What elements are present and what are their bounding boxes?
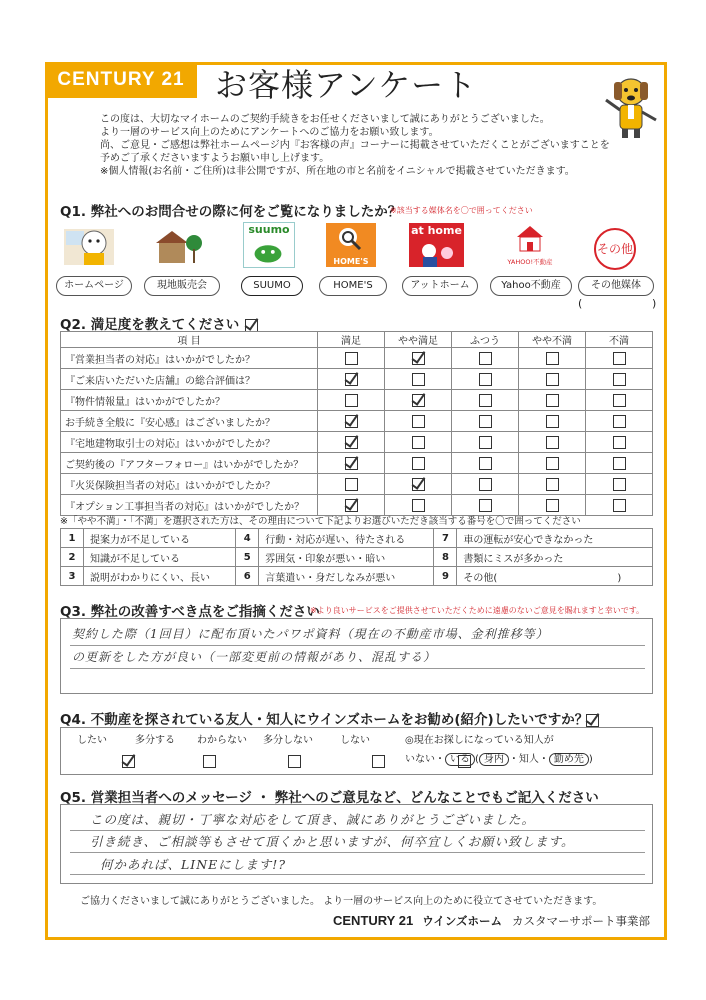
- q1-heading: Q1. 弊社へのお問合せの際に何をご覧になりましたか？: [60, 204, 402, 220]
- homepage-image: [64, 225, 114, 267]
- paren-open: (: [475, 754, 479, 765]
- table-row: [61, 369, 653, 390]
- q4-option-checkbox[interactable]: [122, 755, 135, 768]
- table-row: [61, 390, 653, 411]
- media-option-yahoo[interactable]: Yahoo不動産: [490, 276, 572, 296]
- rating-checkbox[interactable]: [479, 394, 492, 407]
- other-media-seal: その他: [594, 228, 636, 270]
- q5-answer-line: 引き続き、ご相談等もさせて頂くかと思いますが、何卒宜しくお願い致します。: [90, 834, 575, 849]
- media-option-other[interactable]: その他媒体: [578, 276, 654, 296]
- reason-number[interactable]: 6: [236, 567, 259, 586]
- rating-checkbox[interactable]: [412, 436, 425, 449]
- intro-line: この度は、大切なマイホームのご契約手続きをお任せくださいまして誠にありがとうございました。: [100, 114, 550, 125]
- q3-note: ※より良いサービスをご提供させていただくために遠慮のないご意見を賜れますと幸いです。: [310, 606, 645, 615]
- q3-answer-line: 契約した際（1回目）に配布頂いたパワポ資料（現在の不動産市場、金利推移等）: [72, 627, 549, 641]
- reason-text: 雰囲気・印象が悪い・暗い: [259, 548, 434, 567]
- reason-number[interactable]: 4: [236, 529, 259, 548]
- rating-checkbox[interactable]: [345, 394, 358, 407]
- row-label: ご契約後の『アフターフォロー』はいかがでしたか？: [61, 453, 318, 474]
- footer-signature: [333, 913, 650, 929]
- table-row: [61, 567, 653, 586]
- q1-note: ※該当する媒体名を〇で囲ってください: [390, 206, 533, 215]
- reason-text: その他( ): [457, 567, 653, 586]
- row-label: お手続き全般に『安心感』はございましたか？: [61, 411, 318, 432]
- footer-dept: カスタマーサポート事業部: [512, 914, 651, 928]
- row-label: 『営業担当者の対応』はいかがでしたか？: [61, 348, 318, 369]
- reason-text: 書類にミスが多かった: [457, 548, 653, 567]
- rating-checkbox[interactable]: [546, 394, 559, 407]
- rating-checkbox[interactable]: [345, 352, 358, 365]
- open-house-image: [152, 225, 202, 267]
- other-paren-open: (: [578, 297, 583, 310]
- reason-text: 説明がわかりにくい、長い: [84, 567, 236, 586]
- rating-checkbox[interactable]: [479, 478, 492, 491]
- rating-checkbox[interactable]: [613, 499, 626, 512]
- reasons-note: ※「やや不満」・「不満」を選択された方は、その理由について下記よりお選びいただき該当する番号を〇で囲ってください: [60, 516, 581, 527]
- rating-checkbox[interactable]: [613, 415, 626, 428]
- q3-heading: Q3. 弊社の改善すべき点をご指摘ください: [60, 604, 320, 620]
- rating-checkbox[interactable]: [546, 457, 559, 470]
- table-row: [61, 453, 653, 474]
- separator: ・: [538, 754, 549, 765]
- mascot-dog-icon: [602, 70, 660, 140]
- page-title: お客様アンケート: [215, 66, 478, 104]
- reason-text: 知識が不足している: [84, 548, 236, 567]
- intro-line: ※個人情報(お名前・ご住所)は非公開ですが、所在地の市と名前をイニシャルで掲載させていただきます。: [100, 166, 575, 177]
- intro-line: 予めご了承くださいますようお願い申し上げます。: [100, 153, 330, 164]
- suumo-logo: suumo: [243, 222, 295, 268]
- table-row: [61, 348, 653, 369]
- sub-option-none[interactable]: いない: [405, 754, 435, 765]
- ruled-line: [70, 874, 645, 875]
- rating-checkbox[interactable]: [546, 436, 559, 449]
- media-option-open-house[interactable]: 現地販売会: [144, 276, 220, 296]
- rating-checkbox[interactable]: [412, 394, 425, 407]
- reason-number[interactable]: 5: [236, 548, 259, 567]
- reason-text: 車の運転が安心できなかった: [457, 529, 653, 548]
- q5-answer-line: この度は、親切・丁寧な対応をして頂き、誠にありがとうございました。: [90, 812, 536, 827]
- sub-option-yes[interactable]: いる: [445, 753, 475, 766]
- col-header: やや満足: [385, 332, 452, 348]
- separator: ・: [435, 754, 445, 765]
- rating-checkbox[interactable]: [479, 436, 492, 449]
- reason-number[interactable]: 9: [434, 567, 457, 586]
- reason-number[interactable]: 3: [61, 567, 84, 586]
- rating-checkbox[interactable]: [479, 415, 492, 428]
- rating-checkbox[interactable]: [479, 457, 492, 470]
- reason-number[interactable]: 7: [434, 529, 457, 548]
- q4-option-checkbox[interactable]: [203, 755, 216, 768]
- satisfaction-table: [60, 331, 653, 516]
- table-row: [61, 411, 653, 432]
- sub-option-workplace[interactable]: 勤め先: [549, 753, 589, 766]
- row-label: 『ご来店いただいた店舗』の総合評価は？: [61, 369, 318, 390]
- rating-checkbox[interactable]: [412, 478, 425, 491]
- rating-checkbox[interactable]: [412, 499, 425, 512]
- q4-option-label: 多分する: [135, 735, 175, 746]
- col-header: 項 目: [61, 332, 318, 348]
- rating-checkbox[interactable]: [613, 457, 626, 470]
- ruled-line: [70, 852, 645, 853]
- q4-option-label: したい: [77, 735, 107, 746]
- other-paren-close: ): [652, 297, 657, 310]
- q2-heading: Q2. 満足度を教えてください: [60, 317, 240, 333]
- q4-option-checkbox[interactable]: [288, 755, 301, 768]
- table-row: [61, 548, 653, 567]
- rating-checkbox[interactable]: [345, 457, 358, 470]
- rating-checkbox[interactable]: [546, 373, 559, 386]
- athome-logo: at home: [409, 223, 464, 267]
- reason-number[interactable]: 1: [61, 529, 84, 548]
- rating-checkbox[interactable]: [345, 478, 358, 491]
- col-header: ふつう: [452, 332, 519, 348]
- media-option-athome[interactable]: アットホーム: [402, 276, 478, 296]
- q4-sub-options: [405, 750, 593, 765]
- col-header: 満足: [318, 332, 385, 348]
- rating-checkbox[interactable]: [546, 352, 559, 365]
- ruled-line: [70, 645, 645, 646]
- rating-checkbox[interactable]: [412, 373, 425, 386]
- q5-answer-line: 何かあれば、LINEにします!?: [100, 857, 287, 872]
- rating-checkbox[interactable]: [613, 436, 626, 449]
- q4-option-label: 多分しない: [263, 735, 313, 746]
- rating-checkbox[interactable]: [546, 478, 559, 491]
- brand-logo: CENTURY 21: [45, 62, 197, 98]
- col-header: やや不満: [519, 332, 586, 348]
- reason-text: 提案力が不足している: [84, 529, 236, 548]
- q5-heading: Q5. 営業担当者へのメッセージ ・ 弊社へのご意見など、どんなことでもご記入ください: [60, 790, 599, 806]
- q4-heading-check: [586, 714, 599, 727]
- ruled-line: [70, 668, 645, 669]
- footer-thanks: ご協力くださいまして誠にありがとうございました。 より一層のサービス向上のために役立てさせていただきます。: [80, 896, 603, 907]
- rating-checkbox[interactable]: [412, 352, 425, 365]
- media-option-homepage[interactable]: ホームページ: [56, 276, 132, 296]
- intro-text: [100, 113, 610, 178]
- rating-checkbox[interactable]: [479, 499, 492, 512]
- media-option-suumo[interactable]: SUUMO: [241, 276, 303, 296]
- rating-checkbox[interactable]: [412, 415, 425, 428]
- row-label: 『宅地建物取引士の対応』はいかがでしたか？: [61, 432, 318, 453]
- rating-checkbox[interactable]: [613, 373, 626, 386]
- rating-checkbox[interactable]: [345, 436, 358, 449]
- reason-text: 言葉遣い・身だしなみが悪い: [259, 567, 434, 586]
- footer-company: ウインズホーム: [422, 914, 503, 928]
- q4-option-label: わからない: [197, 735, 247, 746]
- reason-number[interactable]: 2: [61, 548, 84, 567]
- reason-number[interactable]: 8: [434, 548, 457, 567]
- rating-checkbox[interactable]: [546, 415, 559, 428]
- reasons-table: [60, 528, 653, 586]
- rating-checkbox[interactable]: [613, 478, 626, 491]
- yahoo-fudousan-logo: YAHOO!不動産: [505, 223, 555, 267]
- rating-checkbox[interactable]: [345, 499, 358, 512]
- media-option-homes[interactable]: HOME'S: [319, 276, 387, 296]
- rating-checkbox[interactable]: [345, 373, 358, 386]
- rating-checkbox[interactable]: [412, 457, 425, 470]
- sub-option-friend[interactable]: 知人: [518, 754, 539, 765]
- row-label: 『オプション工事担当者の対応』はいかがでしたか？: [61, 495, 318, 516]
- row-label: 『火災保険担当者の対応』はいかがでしたか？: [61, 474, 318, 495]
- rating-checkbox[interactable]: [613, 352, 626, 365]
- homes-logo: HOME'S: [326, 223, 376, 267]
- reason-text: 行動・対応が遅い、待たされる: [259, 529, 434, 548]
- q4-heading: Q4. 不動産を探されている友人・知人にウインズホームをお勧め(紹介)したいですか？: [60, 712, 589, 728]
- ruled-line: [70, 830, 645, 831]
- rating-checkbox[interactable]: [479, 352, 492, 365]
- sub-option-family[interactable]: 身内: [479, 753, 509, 766]
- rating-checkbox[interactable]: [546, 499, 559, 512]
- q4-option-label: しない: [340, 735, 370, 746]
- intro-line: 尚、ご意見・ご感想は弊社ホームページ内『お客様の声』コーナーに掲載させていただくことがございますことを: [100, 140, 610, 151]
- footer-brand: CENTURY 21: [333, 913, 414, 928]
- row-label: 『物件情報量』はいかがでしたか？: [61, 390, 318, 411]
- q4-sub-question: ◎現在お探しになっている知人が: [405, 735, 554, 746]
- paren-close: ): [588, 754, 593, 765]
- table-row: [61, 474, 653, 495]
- intro-line: より一層のサービス向上のためにアンケートへのご協力をお願い致します。: [100, 127, 439, 138]
- q3-answer-line: の更新をした方が良い（一部変更前の情報があり、混乱する）: [72, 650, 437, 664]
- separator: ・: [508, 754, 519, 765]
- table-row: [61, 529, 653, 548]
- rating-checkbox[interactable]: [345, 415, 358, 428]
- col-header: 不満: [586, 332, 653, 348]
- q4-option-checkbox[interactable]: [372, 755, 385, 768]
- rating-checkbox[interactable]: [479, 373, 492, 386]
- rating-checkbox[interactable]: [613, 394, 626, 407]
- table-row: [61, 432, 653, 453]
